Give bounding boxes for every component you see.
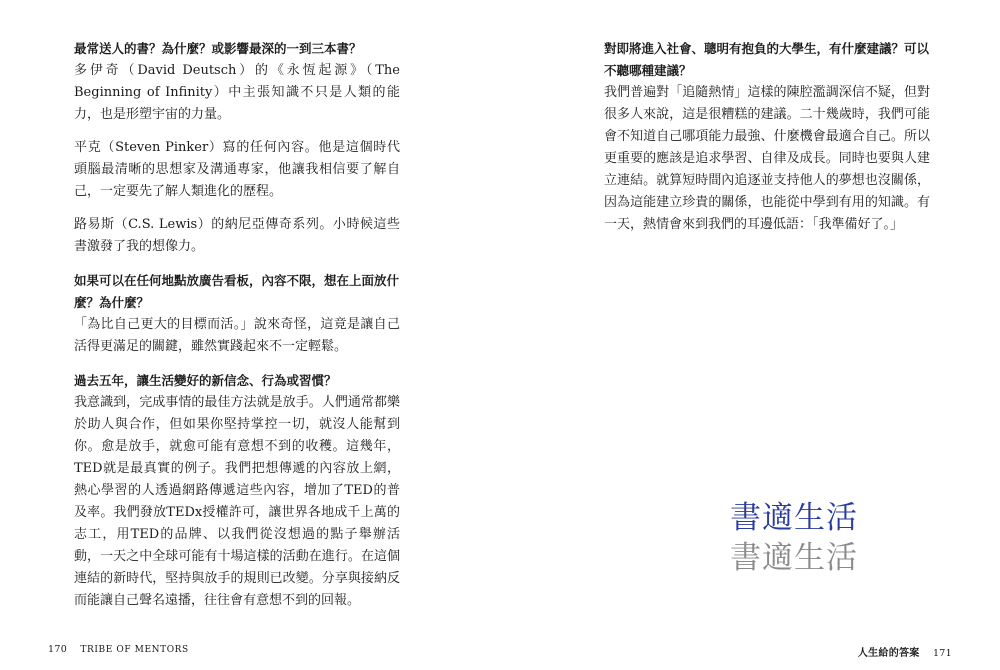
question-heading: 對即將進入社會、聰明有抱負的大學生，有什麼建議？可以不聽哪種建議？	[604, 41, 930, 78]
answer-paragraph: 「為比自己更大的目標而活。」說來奇怪，這竟是讓自己活得更滿足的關鍵，雖然實踐起來不一定輕鬆。	[74, 317, 400, 354]
left-text-column	[74, 38, 400, 623]
page-number: 171	[932, 648, 952, 659]
answer-paragraph: 路易斯（C.S. Lewis）的納尼亞傳奇系列。小時候這些書激發了我的想像力。	[74, 217, 400, 254]
watermark-text-secondary: 書適生活	[730, 540, 858, 576]
running-title: 人生給的答案	[857, 648, 920, 659]
answer-paragraph: 我們普遍對「追隨熱情」這樣的陳腔濫調深信不疑，但對很多人來說，這是很糟糕的建議。二十幾歲時，我們可能會不知道自己哪項能力最強、什麼機會最適合自己。所以更重要的應該是追求學習、自律及成長。同時也要與人建立連結。就算短時間內追逐並支持他人的夢想也沒關係，因為這能建立珍貴的關係，也能從中學到有用的知識。有一天，熱情會來到我們的耳邊低語：「我準備好了。」	[604, 85, 930, 232]
running-title: TRIBE OF MENTORS	[80, 645, 189, 655]
right-page	[500, 0, 1000, 670]
question-heading: 過去五年，讓生活變好的新信念、行為或習慣？	[74, 373, 337, 388]
right-text-column	[604, 38, 930, 247]
right-folio	[858, 644, 952, 659]
publisher-watermark	[730, 498, 930, 578]
question-heading: 最常送人的書？為什麼？或影響最深的一到三本書？	[74, 41, 362, 56]
question-heading: 如果可以在任何地點放廣告看板，內容不限，想在上面放什麼？為什麼？	[74, 273, 400, 310]
watermark-text-primary: 書適生活	[730, 500, 858, 536]
page-number: 170	[48, 644, 68, 655]
answer-paragraph: 多伊奇（David Deutsch）的《永恆起源》（The Beginning of Infinity）中主張知識不只是人類的能力，也是形塑宇宙的力量。	[74, 63, 400, 122]
answer-paragraph: 平克（Steven Pinker）寫的任何內容。他是這個時代頭腦最清晰的思想家及溝通專家，他讓我相信要了解自己，一定要先了解人類進化的歷程。	[74, 140, 400, 199]
answer-paragraph: 我意識到，完成事情的最佳方法就是放手。人們通常都樂於助人與合作，但如果你堅持掌控一切，就沒人能幫到你。愈是放手，就愈可能有意想不到的收穫。這幾年，TED就是最真實的例子。我們把想傳遞的內容放上網，熱心學習的人透過網路傳遞這些內容，增加了TED的普及率。我們發放TEDx授權許可，讓世界各地成千上萬的志工，用TED的品牌、以我們從沒想過的點子舉辦活動，一天之中全球可能有十場這樣的活動在進行。在這個連結的新時代，堅持與放手的規則已改變。分享與接納反而能讓自己聲名遠播，往往會有意想不到的回報。	[74, 395, 400, 608]
left-folio	[48, 644, 189, 655]
